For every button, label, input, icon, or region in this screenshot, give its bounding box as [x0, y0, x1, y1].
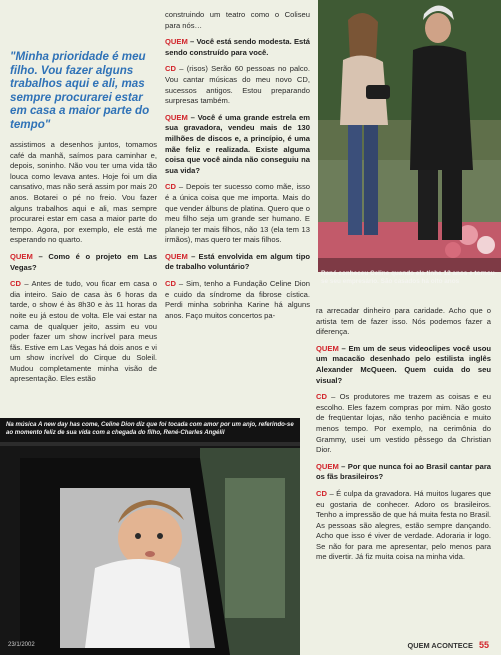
question-text: – Em um de seus videoclipes você usou um macacão desenhado pelo estilista inglês Alexander McQueen. Quem cuida do seu visual?	[316, 343, 491, 385]
child-photo	[0, 418, 300, 655]
cd-label: CD	[10, 279, 21, 289]
paragraph: construindo um teatro como o Coliseu para nós…	[165, 10, 310, 30]
photo-caption-top: René conheceu Celine quando ela tinha 12 anos e tornou-se seu empresário. São casados há oito anos	[321, 270, 497, 286]
quem-label: QUEM	[316, 343, 339, 353]
pull-quote: "Minha prioridade é meu filho. Vou fazer alguns trabalhos aqui e ali, mas sempre procurarei estar em casa a maior parte do tempo"	[10, 50, 150, 131]
question-text: – Como é o projeto em Las Vegas?	[10, 251, 157, 272]
paragraph: ra arrecadar dinheiro para caridade. Acho que o artista tem de fazer isso. Nós podemos fazer a diferença.	[316, 306, 491, 337]
photo-caption-bottom: Na música A new day has come, Celine Dion diz que foi tocada com amor por um anjo, referindo-se ao momento feliz de sua vida com a chegada do filho, René-Charles Angélil	[6, 421, 294, 436]
answer-text: – (risos) Serão 60 pessoas no palco. Vou cantar músicas do meu novo CD, sucessos antigos. Estou preparando surpresas também.	[165, 64, 310, 106]
cd-label: CD	[316, 392, 327, 402]
page-number: 55	[478, 640, 489, 650]
question-text: – Você está sendo modesta. Está sendo construído para você.	[165, 37, 310, 57]
magazine-name: QUEM ACONTECE	[407, 641, 473, 650]
column-3	[316, 306, 491, 569]
answer-text: – É culpa da gravadora. Há muitos lugares que eu gostaria de conhecer. Adoro os brasileiros. Tenho a impressão de que há muita festa no Brasil. As pessoas são alegres, estão sempre dançando. Acho que isso é viver de verdade. Adoraria ir logo. Se não for para me apresentar, pelo menos para me divertir. Já fiz muita coisa na minha vida.	[316, 488, 491, 562]
question-text: – Está envolvida em algum tipo de trabalho voluntário?	[165, 251, 310, 272]
cd-label: CD	[165, 182, 176, 192]
couple-photo	[318, 0, 501, 272]
date-stamp: 23/1/2002	[8, 642, 35, 648]
quem-label: QUEM	[10, 251, 33, 261]
answer-text: – Antes de tudo, vou ficar em casa o dia inteiro. Saio de casa às 6 horas da tarde, o show é às 8h30 e às 11 horas da noite eu já estou de volta. Ele vai estar na cama de qualquer jeito, assim eu vou poder fazer um show incrível para meus fãs. Estive em Las Vegas há dois anos e vi um show incrível do Cirque du Soleil. Mudou completamente minha visão de apresentação. Eles estão	[10, 279, 157, 384]
cd-label: CD	[165, 279, 176, 289]
paragraph: assistimos a desenhos juntos, tomamos café da manhã, saímos para caminhar e, depois, soninho. Não vou ter uma vida tão louca como levava antes. Hoje foi um dia cansativo, mas não será assim por mais 20 anos. Botarei o pé no freio. Vou fazer alguns trabalhos aqui e ali, mas sempre procurarei estar em casa a maior parte do tempo. Agora, por exemplo, ele está me esperando no quarto.	[10, 140, 157, 245]
quem-label: QUEM	[165, 37, 188, 47]
answer-text: – Sim, tenho a Fundação Celine Dion e cuido da síndrome da fibrose cística. Perdi minha sobrinha Karine há alguns anos. Faço muitos concertos pa-	[165, 279, 310, 320]
page-footer	[407, 640, 489, 650]
column-1	[10, 140, 157, 391]
quem-label: QUEM	[165, 112, 188, 122]
answer-text: – Os produtores me trazem as coisas e eu escolho. Eles fazem compras por mim. Não gosto de freqüentar lojas, não tenho paciência e muito menos tempo. Por exemplo, na cerimônia do Grammy, usei um vestido pêssego da Christian Dior.	[316, 392, 491, 455]
quem-label: QUEM	[316, 461, 339, 471]
question-text: – Você é uma grande estrela em sua gravadora, vendeu mais de 130 milhões de discos e, a princípio, é uma mãe feliz e realizada. Existe alguma coisa que você ainda não conseguiu na sua vida?	[165, 112, 310, 175]
question-text: – Por que nunca foi ao Brasil cantar para os fãs brasileiros?	[316, 461, 491, 482]
quem-label: QUEM	[165, 251, 188, 261]
cd-label: CD	[316, 488, 327, 498]
column-2	[165, 10, 310, 327]
answer-text: – Depois ter sucesso como mãe, isso é a única coisa que me importa. Mais do que vender álbuns de platina. Quero que o meu filho seja um grande ser humano. E planejo ter mais filhos, não 13 (ela tem 13 irmãos), mas quero ter mais filhos.	[165, 182, 310, 245]
cd-label: CD	[165, 64, 176, 74]
